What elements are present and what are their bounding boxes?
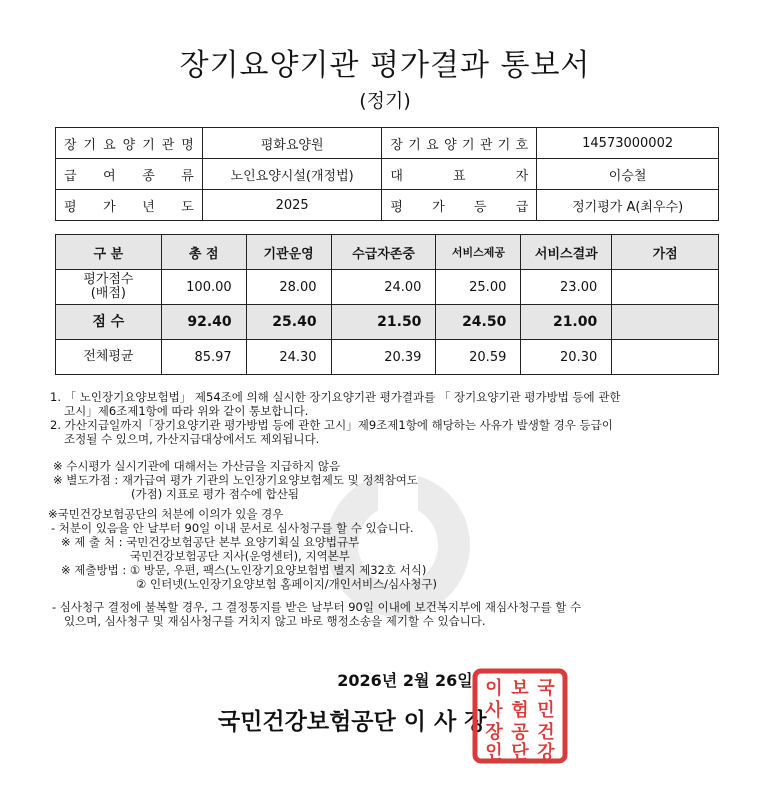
representative: 이승철: [537, 159, 719, 190]
cell-value: 28.00: [246, 270, 331, 305]
table-row: [56, 340, 719, 375]
header-bonus: 가점: [612, 235, 719, 270]
reappeal-1: - 심사청구 결정에 불복할 경우, 그 결정통지를 받은 날부터 90일 이내에 보건복지부에 재심사청구를 할 수: [52, 600, 582, 614]
supplement-2: ※ 별도가점 : 재가급여 평가 기관의 노인장기요양보험제도 및 정책참여도: [53, 473, 418, 487]
label-char: 관: [479, 137, 493, 153]
header-service-provision: 서비스제공: [436, 235, 521, 270]
label-char: 자: [515, 168, 529, 184]
label-char: 명: [181, 137, 194, 153]
cell-value: 24.50: [436, 305, 521, 340]
label-char: 평: [64, 199, 77, 215]
seal-char: 보: [511, 678, 529, 699]
appeal-2: - 처분이 있음을 안 날부터 90일 이내 문서로 심사청구를 할 수 있습니다.: [51, 521, 414, 535]
table-row: [56, 305, 719, 340]
appeal-section: [48, 507, 738, 591]
document-subtitle: (정기): [359, 90, 411, 112]
note-2b: 조정될 수 있으며, 가산지급대상에서도 제외됩니다.: [64, 432, 320, 446]
appeal-3: ※ 제 출 처 : 국민건강보험공단 본부 요양기획실 요양법규부: [61, 535, 360, 549]
cell-value: 92.40: [161, 305, 246, 340]
header-operation: 기관운영: [246, 235, 331, 270]
appeal-5: ※ 제출방법 : ① 방문, 우편, 팩스(노인장기요양보험법 별지 제32호 서식): [61, 563, 427, 577]
seal-char: 강: [537, 742, 555, 763]
label-char: 호: [515, 137, 529, 153]
label-char: 양: [122, 137, 136, 153]
cell-value: 20.30: [521, 340, 612, 375]
document-title: 장기요양기관 평가결과 통보서: [179, 48, 591, 83]
label-char: 가: [103, 199, 116, 215]
issue-date: 2026년 2월 26일: [337, 671, 473, 690]
supplement-section: [53, 459, 743, 501]
row-label: 전체평균: [56, 340, 162, 375]
note-1a: 1. 「 노인장기요양보험법」 제54조에 의해 실시한 장기요양기관 평가결과를 「 장기요양기관 평가방법 등에 관한: [50, 390, 621, 404]
label-institution-name: [56, 128, 203, 159]
row-label: 점 수: [56, 305, 162, 340]
issuer-name: 국민건강보험공단 이 사 장: [218, 709, 487, 735]
appeal-4: 국민건강보험공단 지사(운영센터), 지역본부: [130, 549, 350, 563]
notice-section: [50, 390, 740, 446]
seal-char: 단: [511, 742, 529, 763]
seal-char: 험: [511, 700, 529, 721]
label-eval-year: [56, 190, 203, 221]
seal-char: 국: [537, 678, 555, 699]
official-seal: [472, 668, 568, 764]
label-char: 기: [497, 137, 511, 153]
reappeal-2: 있으며, 심사청구 및 재심사청구를 거치지 않고 바로 행정소송을 제기할 수 있습니다.: [64, 614, 486, 628]
appeal-1: ※국민건강보험공단의 처분에 이의가 있을 경우: [48, 507, 284, 521]
institution-name: 평화요양원: [202, 128, 382, 159]
cell-value: [612, 270, 719, 305]
cell-value: 23.00: [521, 270, 612, 305]
label-char: 기: [408, 137, 421, 153]
cell-value: 21.00: [521, 305, 612, 340]
cell-value: 21.50: [331, 305, 436, 340]
supplement-3: (가점) 지표로 평가 점수에 합산됨: [131, 487, 300, 501]
label-char: 요: [426, 137, 439, 153]
reappeal-section: [52, 600, 742, 628]
institution-code: 14573000002: [537, 128, 719, 159]
label-char: 양: [444, 137, 457, 153]
label-char: 년: [142, 199, 155, 215]
cell-value: 20.59: [436, 340, 521, 375]
label-char: 표: [453, 168, 466, 184]
supplement-1: ※ 수시평가 실시기관에 대해서는 가산금을 지급하지 않음: [53, 459, 341, 473]
label-char: 기: [461, 137, 475, 153]
label-benefit-type: [56, 159, 203, 190]
header-service-result: 서비스결과: [521, 235, 612, 270]
label-char: 요: [103, 137, 116, 153]
label-char: 장: [64, 137, 77, 153]
label-char: 관: [161, 137, 175, 153]
label-char: 급: [515, 199, 529, 215]
cell-value: [612, 340, 719, 375]
seal-char: 이: [485, 678, 503, 699]
cell-value: 25.40: [246, 305, 331, 340]
label-char: 급: [64, 168, 77, 184]
label-char: 가: [432, 199, 445, 215]
label-char: 기: [142, 137, 155, 153]
label-char: 등: [473, 199, 487, 215]
eval-year: 2025: [202, 190, 382, 221]
header-category: 구 분: [56, 235, 162, 270]
label-char: 여: [103, 168, 116, 184]
cell-value: 25.00: [436, 270, 521, 305]
cell-value: 24.30: [246, 340, 331, 375]
cell-value: 85.97: [161, 340, 246, 375]
seal-char: 장: [485, 722, 503, 743]
header-respect: 수급자존중: [331, 235, 436, 270]
grade: 정기평가 A(최우수): [537, 190, 719, 221]
label-char: 대: [390, 168, 403, 184]
label-representative: [382, 159, 537, 190]
table-row: [56, 270, 719, 305]
seal-char: 건: [537, 722, 555, 743]
cell-value: [612, 305, 719, 340]
label-char: 종: [142, 168, 155, 184]
seal-char: 사: [485, 700, 503, 721]
label-char: 도: [181, 199, 194, 215]
cell-value: 24.00: [331, 270, 436, 305]
institution-info-table: [55, 127, 719, 221]
label-char: 기: [83, 137, 97, 153]
seal-char: 인: [485, 742, 503, 763]
score-table: [55, 234, 719, 375]
note-1b: 고시」제6조제1항에 따라 위와 같이 통보합니다.: [64, 404, 309, 418]
label-char: 평: [390, 199, 403, 215]
row-label: 평가점수 (배점): [56, 270, 162, 305]
cell-value: 100.00: [161, 270, 246, 305]
label-char: 류: [181, 168, 194, 184]
label-char: 장: [390, 137, 403, 153]
label-grade: [382, 190, 537, 221]
cell-value: 20.39: [331, 340, 436, 375]
seal-char: 민: [537, 700, 555, 721]
benefit-type: 노인요양시설(개정법): [202, 159, 382, 190]
appeal-6: ② 인터넷(노인장기요양보험 홈페이지/개인서비스/심사청구): [136, 577, 437, 591]
note-2a: 2. 가산지급일까지「장기요양기관 평가방법 등에 관한 고시」제9조제1항에 해당하는 사유가 발생할 경우 등급이: [50, 418, 613, 432]
seal-char: 공: [511, 722, 529, 743]
header-total: 총 점: [161, 235, 246, 270]
label-institution-code: [382, 128, 537, 159]
